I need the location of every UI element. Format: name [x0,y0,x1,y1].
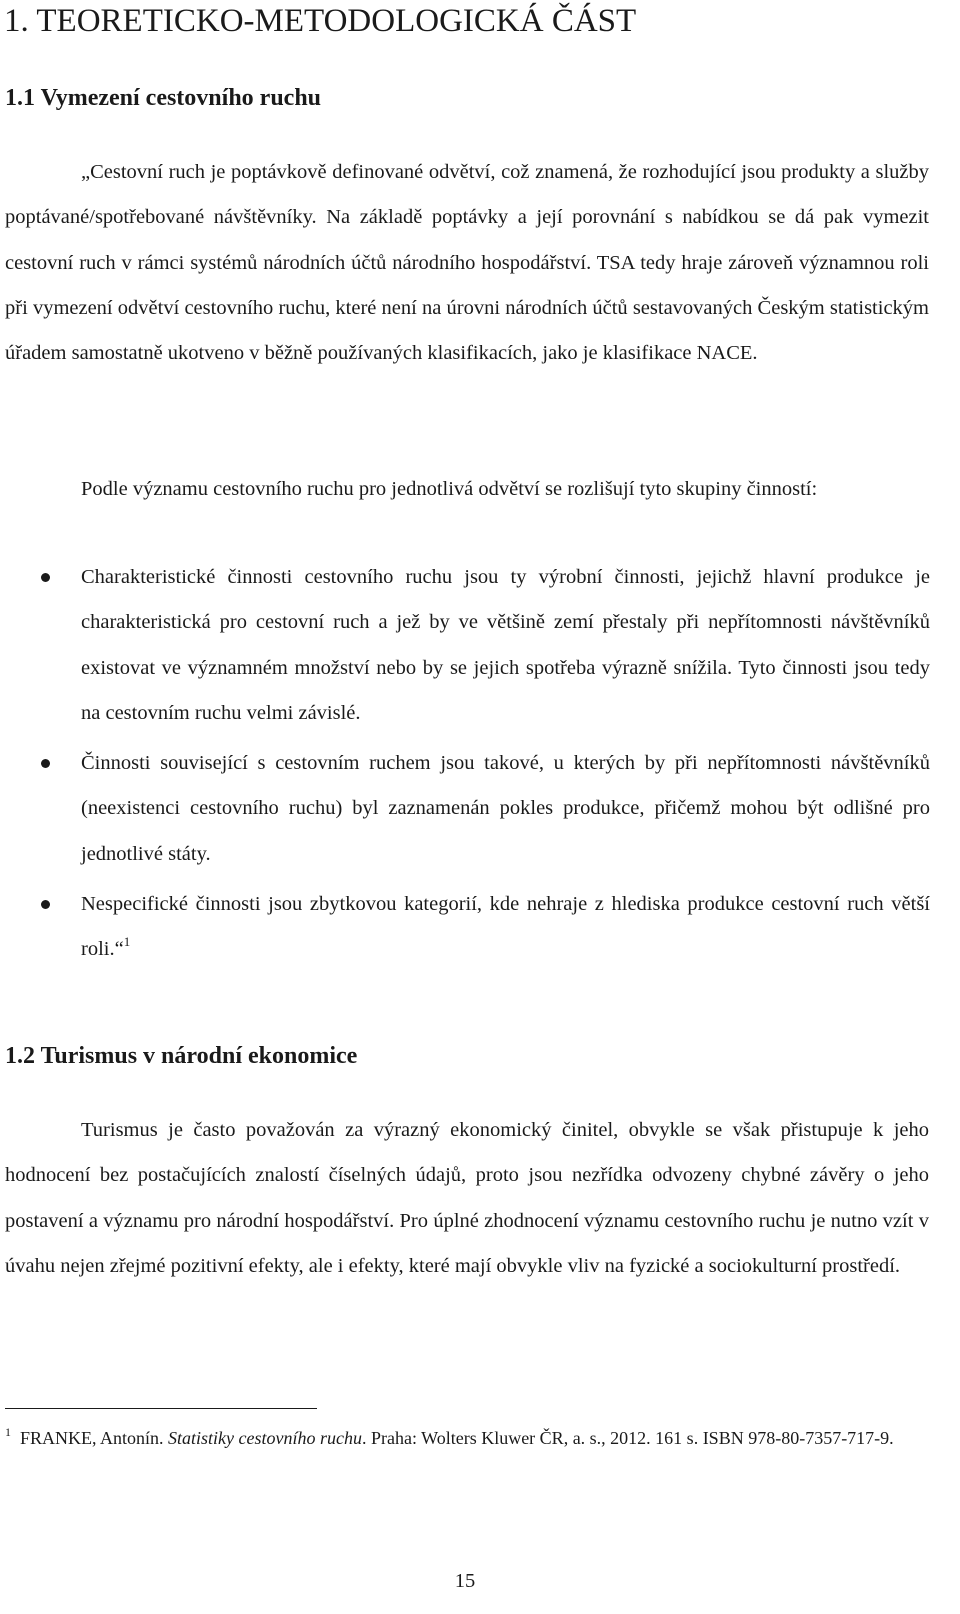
paragraph-activity-groups: Podle významu cestovního ruchu pro jednotlivá odvětví se rozlišují tyto skupiny činností: [81,478,818,500]
bullet-icon [41,759,50,768]
footnote [5,1420,929,1457]
list-item-characteristic [0,555,930,736]
footnote-title: Statistiky cestovního ruchu [168,1428,362,1448]
paragraph-tsa-definition: „Cestovní ruch je poptávkově definované odvětví, což znamená, že rozhodující jsou produkty a služby poptávané/spotřebované návštěvníky. Na základě poptávky a její porovnání s nabídkou se dá pak vymezit cestovní ruch v rámci systémů národních účtů národního hospodářství. TSA tedy hraje zároveň významnou roli při vymezení odvětví cestovního ruchu, které není na úrovni národních účtů sestavovaných Českým statistickým úřadem samostatně ukotveno v běžně používaných klasifikacích, jako je klasifikace NACE. [5,161,929,365]
section-heading-1-1: 1.1 Vymezení cestovního ruchu [5,85,322,111]
activity-list [0,555,930,973]
footnote-reference: 1 [123,934,131,950]
list-item-text: Činnosti související s cestovním ruchem jsou takové, u kterých by při nepřítomnosti návštěvníků (neexistenci cestovního ruchu) byl zaznamenán pokles produkce, přičemž mohou být odlišné pro jednotlivé státy. [81,752,930,865]
list-item-nonspecific [0,882,930,973]
bullet-icon [41,573,50,582]
page-number: 15 [454,1570,476,1592]
list-item-related [0,741,930,877]
footnote-author: FRANKE, Antonín. [20,1428,164,1448]
paragraph-tourism-economy: Turismus je často považován za výrazný ekonomický činitel, obvykle se však přistupuje k jeho hodnocení bez postačujících znalostí číselných údajů, proto jsou nezřídka odvozeny chybné závěry o jeho postavení a významu pro národní hospodářství. Pro úplné zhodnocení významu cestovního ruchu je nutno vzít v úvahu nejen zřejmé pozitivní efekty, ale i efekty, které mají obvykle vliv na fyzické a sociokulturní prostředí. [5,1119,929,1277]
footnote-publication: . Praha: Wolters Kluwer ČR, a. s., 2012. 161 s. ISBN 978-80-7357-717-9. [362,1428,894,1448]
footnote-number: 1 [5,1425,11,1439]
chapter-heading: 1. TEORETICKO-METODOLOGICKÁ ČÁST [4,3,637,39]
list-item-text: Nespecifické činnosti jsou zbytkovou kategorií, kde nehraje z hlediska produkce cestovní ruch větší roli.“ [81,893,930,961]
footnote-separator [5,1408,317,1409]
bullet-icon [41,900,50,909]
section-heading-1-2: 1.2 Turismus v národní ekonomice [5,1043,358,1069]
list-item-text: Charakteristické činnosti cestovního ruchu jsou ty výrobní činnosti, jejichž hlavní produkce je charakteristická pro cestovní ruch a jež by ve většině zemí přestaly při nepřítomnosti návštěvníků existovat ve významném množství nebo by se jejich spotřeba výrazně snížila. Tyto činnosti jsou tedy na cestovním ruchu velmi závislé. [81,566,930,724]
